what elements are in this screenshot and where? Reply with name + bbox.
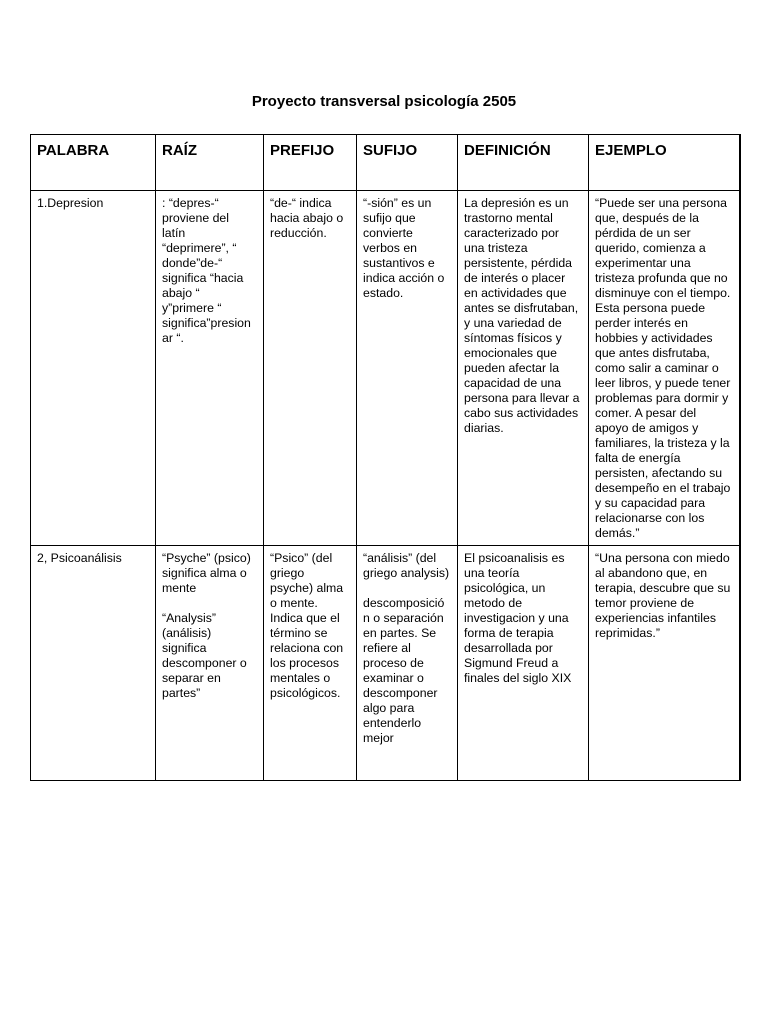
cell-palabra: 1.Depresion [31,191,156,546]
table-row [31,546,740,781]
cell-raiz: : “depres-“ proviene del latín “deprimere”, “ donde”de-“ significa “hacia abajo “ y”primere “ significa”presion ar “. [156,191,264,546]
cell-palabra: 2, Psicoanálisis [31,546,156,781]
header-prefijo: PREFIJO [264,135,357,191]
cell-sufijo: “-sión” es un sufijo que convierte verbos en sustantivos e indica acción o estado. [357,191,458,546]
header-palabra: PALABRA [31,135,156,191]
cell-raiz: “Psyche” (psico) significa alma o mente “Analysis” (análisis) significa descomponer o separar en partes” [156,546,264,781]
vocabulary-table [30,134,741,781]
header-raiz: RAÍZ [156,135,264,191]
cell-definicion: El psicoanalisis es una teoría psicológica, un metodo de investigacion y una forma de terapia desarrollada por Sigmund Freud a finales del siglo XIX [458,546,589,781]
header-ejemplo: EJEMPLO [589,135,740,191]
document-title: Proyecto transversal psicología 2505 [251,93,517,110]
cell-prefijo: “de-“ indica hacia abajo o reducción. [264,191,357,546]
cell-sufijo: “análisis” (del griego analysis) descomposició n o separación en partes. Se refiere al proceso de examinar o descomponer algo para entenderlo mejor [357,546,458,781]
cell-prefijo: “Psico” (del griego psyche) alma o mente. Indica que el término se relaciona con los procesos mentales o psicológicos. [264,546,357,781]
cell-ejemplo: “Puede ser una persona que, después de la pérdida de un ser querido, comienza a experimentar una tristeza profunda que no disminuye con el tiempo. Esta persona puede perder interés en hobbies y actividades que antes disfrutaba, como salir a caminar o leer libros, y puede tener problemas para dormir y comer. A pesar del apoyo de amigos y familiares, la tristeza y la falta de energía persisten, afectando su desempeño en el trabajo y su capacidad para relacionarse con los demás.” [589,191,740,546]
header-definicion: DEFINICIÓN [458,135,589,191]
table-row [31,191,740,546]
table-header-row [31,135,740,191]
header-sufijo: SUFIJO [357,135,458,191]
cell-definicion: La depresión es un trastorno mental caracterizado por una tristeza persistente, pérdida de interés o placer en actividades que antes se disfrutaban, y una variedad de síntomas físicos y emocionales que pueden afectar la capacidad de una persona para llevar a cabo sus actividades diarias. [458,191,589,546]
cell-ejemplo: “Una persona con miedo al abandono que, en terapia, descubre que su temor proviene de experiencias infantiles reprimidas.” [589,546,740,781]
